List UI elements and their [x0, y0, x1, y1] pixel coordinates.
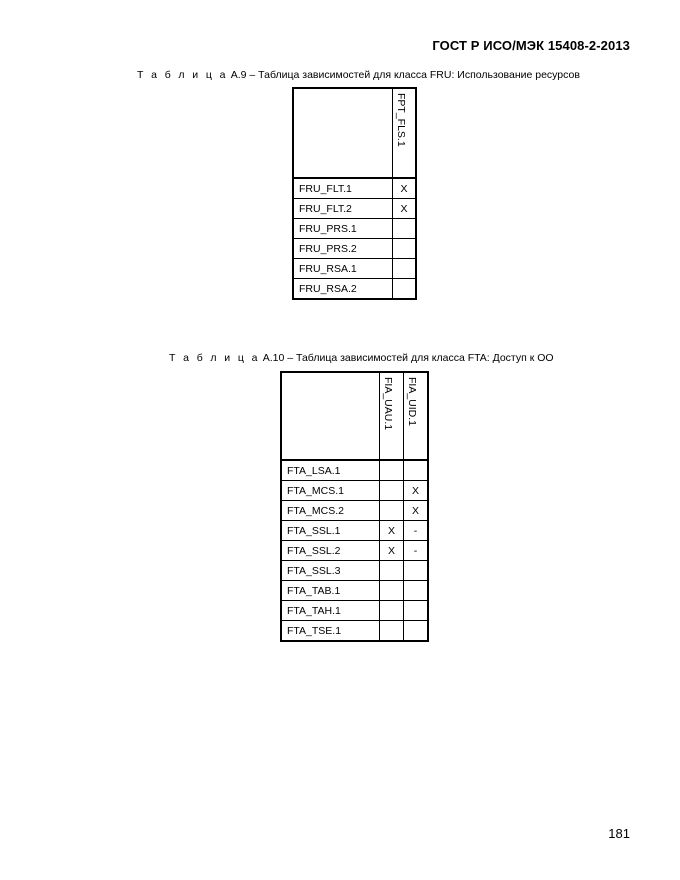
- table-row-name: FTA_LSA.1: [281, 460, 380, 481]
- dependency-mark: [380, 601, 404, 621]
- dependency-mark: -: [404, 541, 429, 561]
- table-row: [293, 199, 416, 219]
- table-row-name: FTA_TSE.1: [281, 621, 380, 642]
- dependency-mark: [380, 460, 404, 481]
- page-number: 181: [608, 826, 630, 841]
- table-row: [281, 460, 428, 481]
- table-a10-column-label: FIA_UID.1: [406, 377, 418, 427]
- table-a10-column-header: [380, 372, 404, 460]
- dependency-mark: X: [404, 481, 429, 501]
- table-row-name: FRU_PRS.1: [293, 219, 393, 239]
- table-row: [293, 239, 416, 259]
- table-a9-column-header: [393, 88, 417, 178]
- table-row: [281, 561, 428, 581]
- table-a10-column-label: FIA_UAU.1: [382, 377, 394, 431]
- table-a10-caption-text: А.10 – Таблица зависимостей для класса FTA: Доступ к ОО: [259, 352, 554, 364]
- dependency-mark: X: [404, 501, 429, 521]
- table-row-name: FTA_SSL.2: [281, 541, 380, 561]
- table-a9-column-label: FPT_FLS.1: [395, 93, 407, 147]
- table-row: [281, 521, 428, 541]
- table-row-name: FRU_RSA.2: [293, 279, 393, 300]
- table-a10-header-row: [281, 372, 428, 460]
- table-a10-caption: [169, 352, 554, 364]
- table-a9-caption-label: Т а б л и ц а: [137, 69, 228, 81]
- dependency-mark: [380, 501, 404, 521]
- dependency-mark: [380, 581, 404, 601]
- dependency-mark: X: [380, 541, 404, 561]
- dependency-mark: [393, 239, 417, 259]
- dependency-mark: [404, 460, 429, 481]
- table-row-name: FRU_FLT.1: [293, 178, 393, 199]
- table-a10-corner-cell: [281, 372, 380, 460]
- dependency-mark: [404, 561, 429, 581]
- table-a9-caption: [137, 69, 580, 81]
- table-a10-dependencies: [280, 371, 429, 642]
- table-row: [293, 259, 416, 279]
- table-row-name: FTA_TAH.1: [281, 601, 380, 621]
- table-row: [281, 541, 428, 561]
- table-row-name: FRU_FLT.2: [293, 199, 393, 219]
- table-row-name: FTA_MCS.1: [281, 481, 380, 501]
- dependency-mark: -: [404, 521, 429, 541]
- table-row-name: FRU_RSA.1: [293, 259, 393, 279]
- dependency-mark: [404, 581, 429, 601]
- dependency-mark: [404, 601, 429, 621]
- dependency-mark: [380, 561, 404, 581]
- table-a10-caption-label: Т а б л и ц а: [169, 352, 260, 364]
- table-row: [293, 178, 416, 199]
- table-row-name: FRU_PRS.2: [293, 239, 393, 259]
- dependency-mark: X: [393, 199, 417, 219]
- table-a9-corner-cell: [293, 88, 393, 178]
- dependency-mark: [393, 219, 417, 239]
- table-row: [281, 581, 428, 601]
- dependency-mark: X: [380, 521, 404, 541]
- table-row: [281, 621, 428, 642]
- table-a9-header-row: [293, 88, 416, 178]
- dependency-mark: [380, 621, 404, 642]
- table-a10-column-header: [404, 372, 429, 460]
- table-row: [281, 501, 428, 521]
- dependency-mark: [393, 279, 417, 300]
- dependency-mark: [393, 259, 417, 279]
- table-a9-caption-text: А.9 – Таблица зависимостей для класса FRU: Использование ресурсов: [227, 69, 580, 81]
- table-row: [281, 481, 428, 501]
- table-row-name: FTA_SSL.1: [281, 521, 380, 541]
- table-row: [293, 279, 416, 300]
- table-a9-dependencies: [292, 87, 417, 300]
- dependency-mark: [404, 621, 429, 642]
- table-row-name: FTA_SSL.3: [281, 561, 380, 581]
- dependency-mark: X: [393, 178, 417, 199]
- document-standard-header: ГОСТ Р ИСО/МЭК 15408-2-2013: [432, 38, 630, 53]
- table-row: [281, 601, 428, 621]
- table-row-name: FTA_MCS.2: [281, 501, 380, 521]
- table-row: [293, 219, 416, 239]
- dependency-mark: [380, 481, 404, 501]
- table-row-name: FTA_TAB.1: [281, 581, 380, 601]
